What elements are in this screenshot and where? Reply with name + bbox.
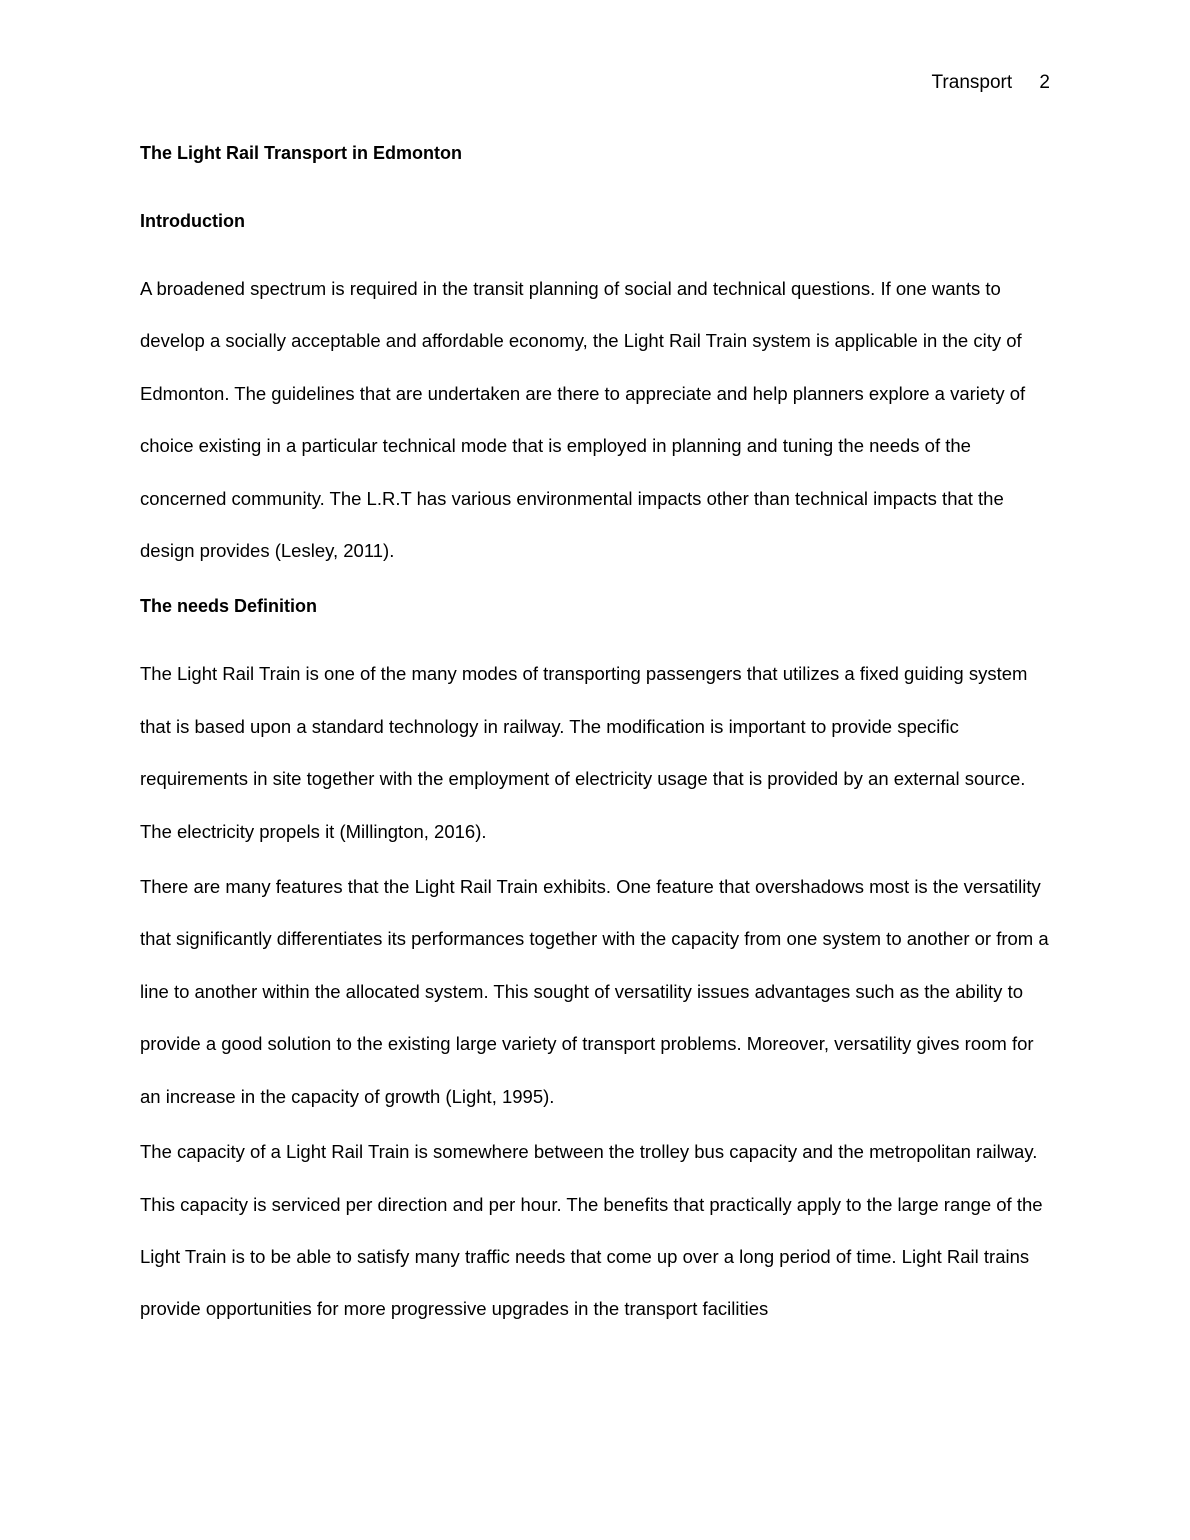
document-title: The Light Rail Transport in Edmonton: [140, 143, 462, 163]
paragraph-lrt-features: There are many features that the Light Rail Train exhibits. One feature that overshadows most is the versatility that significantly differentiates its performances together with the capacity from one system to another or from a line to another within the allocated system. This sought of versatility issues advantages such as the ability to provide a good solution to the existing large variety of transport problems. Moreover, versatility gives room for an increase in the capacity of growth (Light, 1995).: [140, 876, 1049, 1107]
section-heading-needs-definition: The needs Definition: [140, 596, 318, 617]
paragraph-introduction: A broadened spectrum is required in the transit planning of social and technical questions. If one wants to develop a socially acceptable and affordable economy, the Light Rail Train system is applicable in the city of Edmonton. The guidelines that are undertaken are there to appreciate and help planners explore a variety of choice existing in a particular technical mode that is employed in planning and tuning the needs of the concerned community. The L.R.T has various environmental impacts other than technical impacts that the design provides (Lesley, 2011).: [140, 278, 1026, 562]
page-header: [932, 70, 1050, 96]
page-number: 2: [1039, 72, 1050, 93]
section-heading-introduction: Introduction: [140, 211, 245, 231]
paragraph-lrt-capacity: The capacity of a Light Rail Train is somewhere between the trolley bus capacity and the metropolitan railway. This capacity is serviced per direction and per hour. The benefits that practically apply to the large range of the Light Train is to be able to satisfy many traffic needs that come up over a long period of time. Light Rail trains provide opportunities for more progressive upgrades in the transport facilities: [140, 1141, 1043, 1320]
running-head-title: Transport: [931, 72, 1013, 93]
paragraph-lrt-definition: The Light Rail Train is one of the many modes of transporting passengers that utilizes a fixed guiding system that is based upon a standard technology in railway. The modification is important to provide specific requirements in site together with the employment of electricity usage that is provided by an external source. The electricity propels it (Millington, 2016).: [140, 663, 1028, 842]
document-body: [140, 140, 1050, 1352]
